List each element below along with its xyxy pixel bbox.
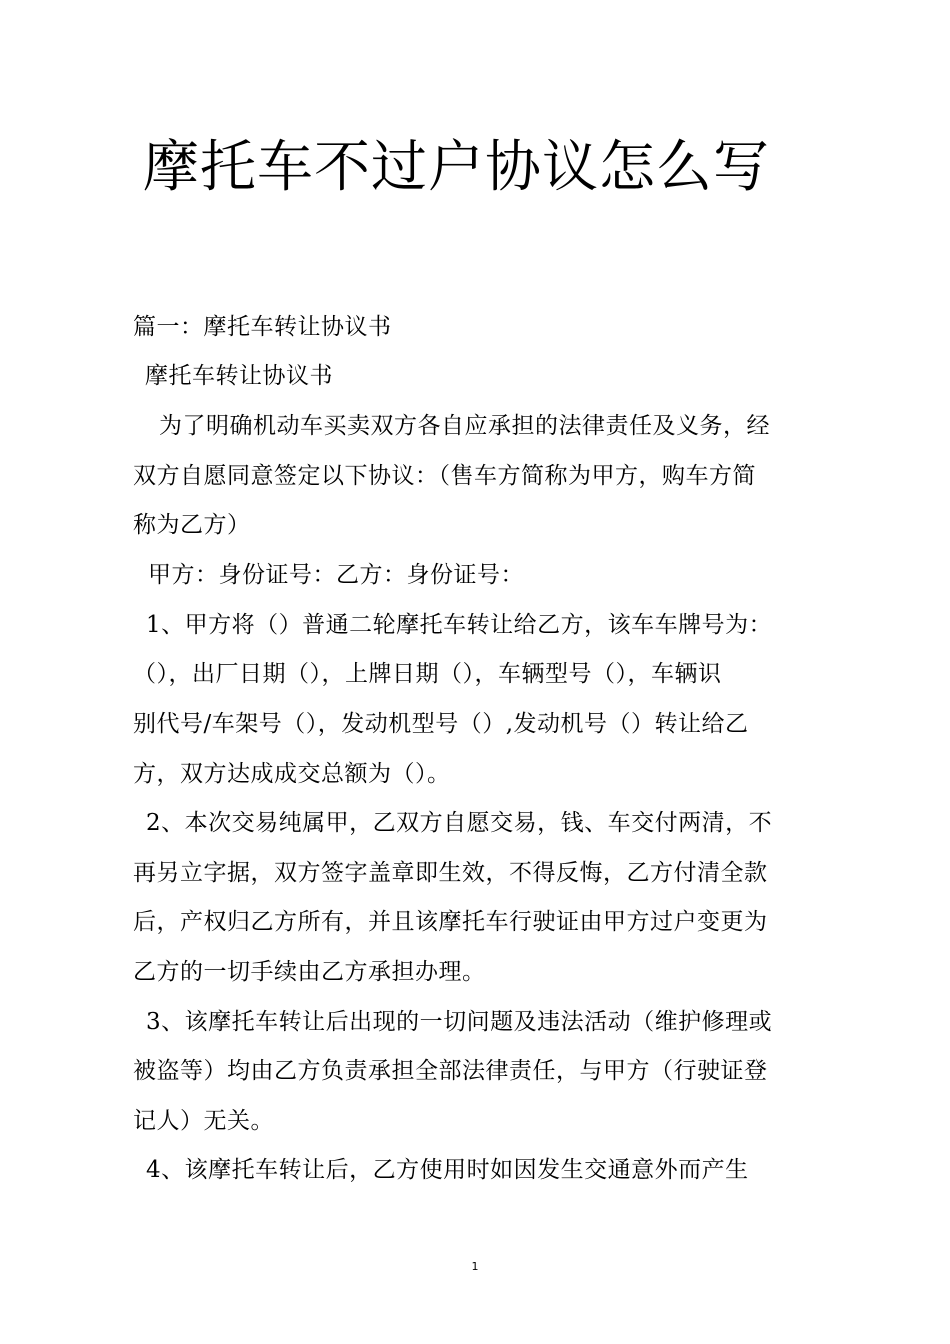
clause-4-line-1: 4、该摩托车转让后，乙方使用时如因发生交通意外而产生 [146, 1157, 749, 1183]
intro-line-1: 为了明确机动车买卖双方各自应承担的法律责任及义务，经 [159, 413, 770, 439]
clause-1-line-4: 方，双方达成成交总额为（）。 [133, 761, 451, 787]
clause-2-line-2: 再另立字据，双方签字盖章即生效，不得反悔，乙方付清全款 [133, 860, 768, 886]
intro-line-3: 称为乙方） [133, 512, 251, 538]
agreement-title: 摩托车转让协议书 [145, 363, 333, 389]
clause-1-line-2: （），出厂日期（），上牌日期（），车辆型号（），车辆识 [133, 661, 722, 687]
clause-1-line-1: 1、甲方将（）普通二轮摩托车转让给乙方，该车车牌号为： [146, 612, 773, 638]
intro-line-2: 双方自愿同意签定以下协议：（售车方简称为甲方，购车方简 [133, 463, 756, 489]
clause-3-line-3: 记人）无关。 [133, 1108, 274, 1134]
clause-2-line-4: 乙方的一切手续由乙方承担办理。 [133, 959, 486, 985]
page-number: 1 [471, 1260, 479, 1273]
section-heading: 篇一：摩托车转让协议书 [133, 314, 392, 340]
clause-2-line-3: 后，产权归乙方所有，并且该摩托车行驶证由甲方过户变更为 [133, 909, 768, 935]
clause-2-line-1: 2、本次交易纯属甲，乙双方自愿交易，钱、车交付两清，不 [146, 810, 773, 836]
clause-3-line-2: 被盗等）均由乙方负责承担全部法律责任，与甲方（行驶证登 [133, 1058, 768, 1084]
document-title: 摩托车不过户协议怎么写 [143, 135, 770, 200]
parties-line: 甲方：身份证号：乙方：身份证号： [148, 562, 524, 588]
clause-1-line-3: 别代号/车架号（），发动机型号（）,发动机号（）转让给乙 [133, 711, 749, 737]
clause-3-line-1: 3、该摩托车转让后出现的一切问题及违法活动（维护修理或 [146, 1009, 773, 1035]
